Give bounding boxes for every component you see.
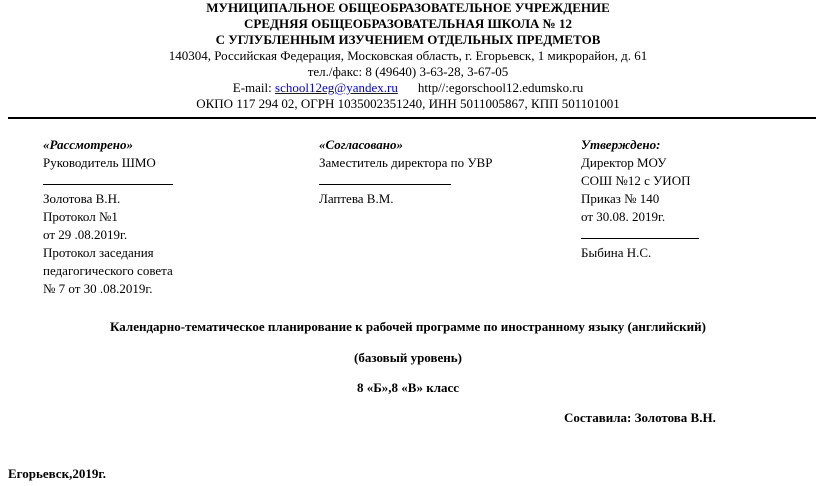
header-phone: тел./факс: 8 (49640) 3-63-28, 3-67-05: [307, 64, 509, 79]
document-footer: Егорьевск,2019г.: [8, 466, 107, 481]
reviewed-signature-line: [43, 172, 173, 190]
reviewed-meeting-line1: Протокол заседания: [43, 245, 154, 260]
approved-date: от 30.08. 2019г.: [581, 209, 666, 224]
header-school-line: СРЕДНЯЯ ОБЩЕОБРАЗОВАТЕЛЬНАЯ ШКОЛА № 12: [244, 16, 572, 31]
document-author: Составила: Золотова В.Н.: [564, 410, 716, 425]
reviewed-meeting-line3: № 7 от 30 .08.2019г.: [43, 281, 153, 296]
approved-order: Приказ № 140: [581, 191, 660, 206]
agreed-block: [319, 136, 492, 208]
approved-block: [581, 136, 690, 262]
document-grade: 8 «Б»,8 «В» класс: [356, 380, 460, 395]
agreed-role: Заместитель директора по УВР: [319, 155, 493, 170]
reviewed-title: «Рассмотрено»: [43, 137, 133, 152]
approved-role-line2: СОШ №12 с УИОП: [581, 173, 691, 188]
approved-role-line1: Директор МОУ: [581, 155, 667, 170]
approved-signature-line: [581, 226, 690, 244]
email-label: E-mail:: [232, 80, 276, 95]
header-municipal-line: МУНИЦИПАЛЬНОЕ ОБЩЕОБРАЗОВАТЕЛЬНОЕ УЧРЕЖДЕНИЕ: [206, 0, 610, 15]
agreed-title: «Согласовано»: [319, 137, 403, 152]
website-text: http//:egorschool12.edumsko.ru: [417, 80, 584, 95]
reviewed-meeting-line2: педагогического совета: [43, 263, 173, 278]
reviewed-date: от 29 .08.2019г.: [43, 227, 128, 242]
reviewed-protocol: Протокол №1: [43, 209, 118, 224]
header-profile-line: С УГЛУБЛЕННЫМ ИЗУЧЕНИЕМ ОТДЕЛЬНЫХ ПРЕДМЕТОВ: [215, 32, 601, 47]
email-link[interactable]: school12eg@yandex.ru: [275, 80, 398, 95]
reviewed-name: Золотова В.Н.: [43, 191, 121, 206]
document-title: Календарно-тематическое планирование к рабочей программе по иностранному языку (английский): [110, 319, 706, 334]
document-level: (базовый уровень): [354, 350, 462, 365]
header-divider: [8, 117, 816, 119]
reviewed-role: Руководитель ШМО: [43, 155, 156, 170]
approved-title: Утверждено:: [581, 137, 661, 152]
header-address: 140304, Российская Федерация, Московская область, г. Егорьевск, 1 микрорайон, д. 61: [168, 48, 648, 63]
agreed-signature-line: [319, 172, 492, 190]
header-contacts: [0, 80, 816, 96]
approved-name: Быбина Н.С.: [581, 245, 652, 260]
header-codes: ОКПО 117 294 02, ОГРН 1035002351240, ИНН 5011005867, КПП 501101001: [196, 96, 620, 111]
agreed-name: Лаптева В.М.: [319, 191, 394, 206]
reviewed-block: [43, 136, 173, 298]
